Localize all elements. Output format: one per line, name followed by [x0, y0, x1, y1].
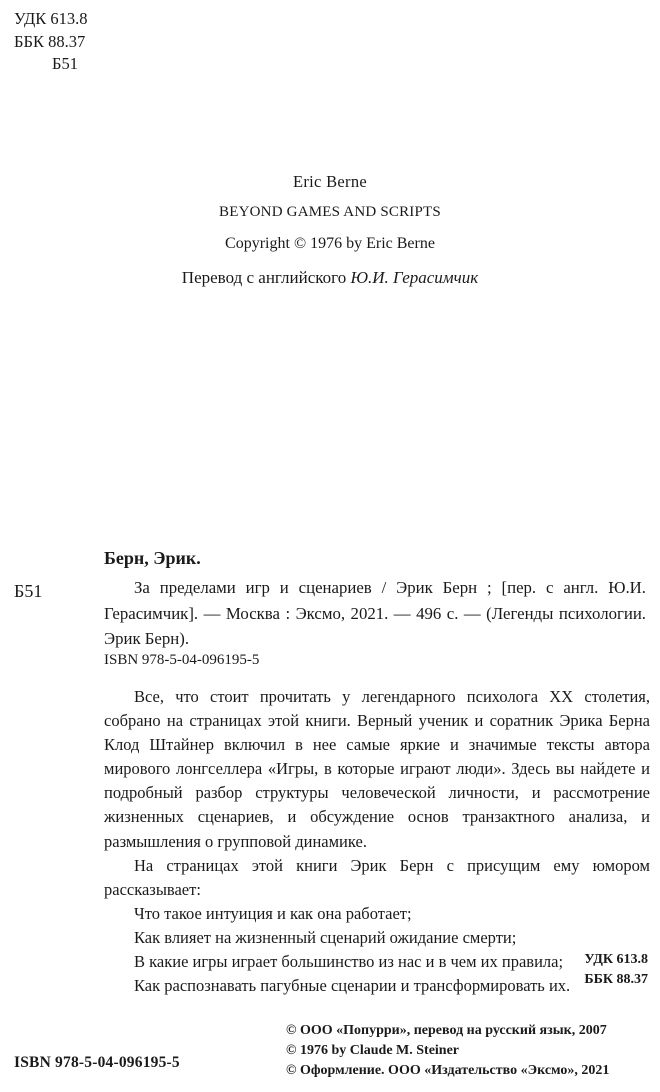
- classification-codes-top: [14, 8, 88, 76]
- translator-name: Ю.И. Герасимчик: [350, 268, 479, 287]
- copyright-line: © ООО «Попурри», перевод на русский язык, 2007: [286, 1023, 607, 1038]
- annotation-paragraph-1: Все, что стоит прочитать у легендарного психолога XX столетия, собрано на страницах этой книги. Верный ученик и соратник Эрика Берна Клод Штайнер включил в нее самые яркие и значимые тексты автора мирового лонгселлера «Игры, в которые играют люди». Здесь вы найдете и подробный разбор структуры человеческой личности, и рассмотрение жизненных сценариев, и обсуждение основ транзактного анализа, и размышления о групповой динамике.: [104, 687, 650, 851]
- bbk-code-bottom: ББК 88.37: [584, 972, 648, 987]
- original-copyright: Copyright © 1976 by Eric Berne: [225, 235, 435, 252]
- bibliographic-author-mark: Б51: [14, 581, 43, 601]
- bibliographic-description: [104, 575, 646, 652]
- annotation-list-item: Как влияет на жизненный сценарий ожидание смерти;: [134, 927, 517, 947]
- annotation-list-item: Что такое интуиция и как она работает;: [134, 903, 412, 923]
- bibliographic-isbn: ISBN 978-5-04-096195-5: [104, 652, 260, 668]
- annotation-list-item: В какие игры играет большинство из нас и в чем их правила;: [134, 952, 564, 972]
- udk-code: УДК 613.8: [14, 9, 88, 28]
- copyright-line: © Оформление. ООО «Издательство «Эксмо», 2021: [286, 1063, 610, 1078]
- translation-credit: [0, 268, 660, 288]
- bibliographic-heading: Берн, Эрик.: [104, 548, 201, 568]
- footer-isbn: ISBN 978-5-04-096195-5: [14, 1054, 180, 1071]
- author-mark: Б51: [52, 54, 78, 73]
- translation-prefix: Перевод с английского: [181, 268, 347, 287]
- original-author: Eric Berne: [292, 172, 367, 191]
- original-title: BEYOND GAMES AND SCRIPTS: [219, 204, 441, 220]
- classification-codes-bottom: [584, 950, 648, 990]
- bibliographic-description-text: За пределами игр и сценариев / Эрик Берн ; [пер. с англ. Ю.И. Герасимчик]. — Москва : Эксмо, 2021. — 496 с. — (Легенды психологии. Эрик Берн).: [104, 578, 646, 648]
- copyright-line: © 1976 by Claude M. Steiner: [286, 1043, 460, 1058]
- annotation-paragraph-2: На страницах этой книги Эрик Берн с присущим ему юмором рассказывает:: [104, 855, 650, 899]
- bbk-code: ББК 88.37: [14, 31, 86, 51]
- annotation: [104, 685, 650, 998]
- annotation-list-item: Как распознавать пагубные сценарии и трансформировать их.: [134, 976, 571, 996]
- copyright-notices: [286, 1021, 609, 1081]
- udk-code-bottom: УДК 613.8: [584, 952, 648, 967]
